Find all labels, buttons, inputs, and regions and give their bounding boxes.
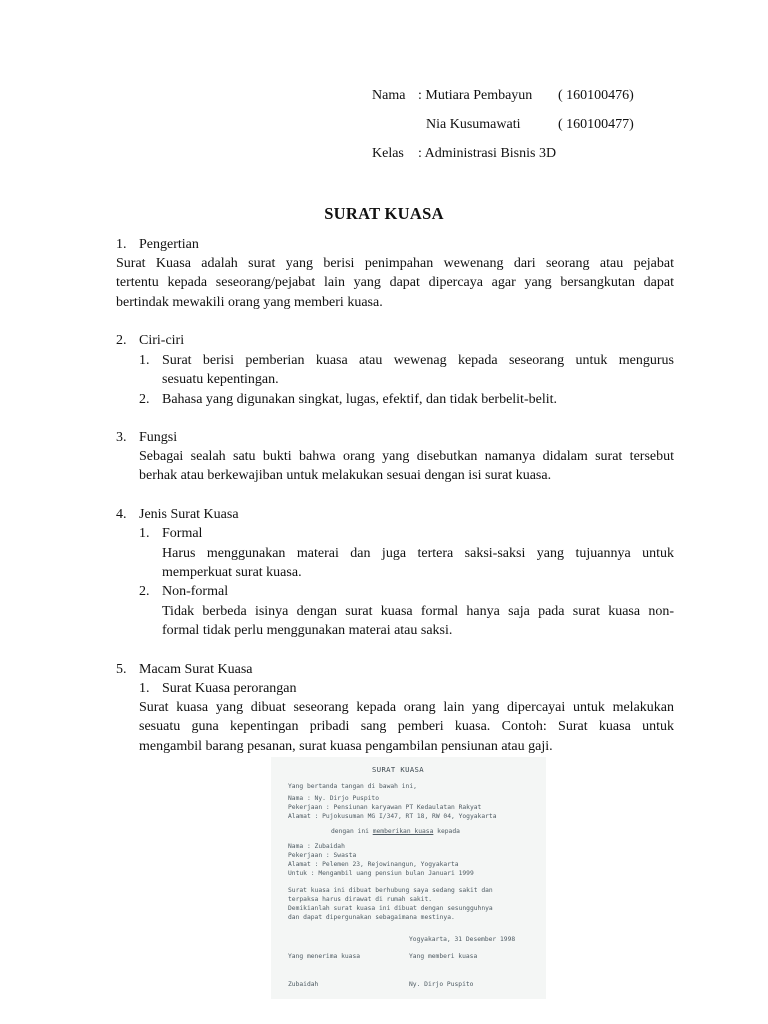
letter-receiver-nama: Nama : Zubaidah bbox=[288, 843, 345, 850]
letter-receiver-label: Yang menerima kuasa bbox=[288, 953, 361, 960]
section-3-body bbox=[139, 447, 674, 486]
letter-giver-alamat: Alamat : Pujokusuman MG I/347, RT 18, RW 04, Yogyakarta bbox=[288, 813, 497, 820]
author-nim-2: ( 160100477) bbox=[558, 117, 634, 132]
section-5-number: 5. bbox=[116, 662, 127, 677]
section-4-number: 4. bbox=[116, 507, 127, 522]
section-4-item-2-number: 2. bbox=[139, 584, 150, 599]
section-3-line: Sebagai sealah satu bukti bahwa orang yang disebutkan namanya didalam surat tersebut bbox=[139, 449, 674, 464]
section-2-item-2-number: 2. bbox=[139, 392, 150, 407]
letter-mid-line bbox=[331, 828, 460, 836]
section-5-item-1-number: 1. bbox=[139, 681, 150, 696]
section-2-number: 2. bbox=[116, 333, 127, 348]
section-4-item-2-body bbox=[162, 602, 674, 641]
author-name-1: : Mutiara Pembayun bbox=[418, 88, 533, 103]
section-1-line: Surat Kuasa adalah surat yang berisi penimpahan wewenang dari seorang atau pejabat bbox=[116, 256, 674, 271]
section-2-item-1-line: Surat berisi pemberian kuasa atau wewenag kepada seseorang untuk mengurus bbox=[162, 353, 674, 368]
letter-giver-name: Ny. Dirjo Puspito bbox=[409, 981, 474, 988]
section-4-item-2-line: formal tidak perlu menggunakan materai atau saksi. bbox=[162, 623, 453, 639]
section-2-item-1-line: sesuatu kepentingan. bbox=[162, 372, 279, 388]
letter-mid-prefix: dengan ini bbox=[331, 828, 373, 835]
section-1-line: bertindak mewakili orang yang memberi kuasa. bbox=[116, 294, 383, 310]
letter-title: SURAT KUASA bbox=[372, 765, 424, 774]
section-3-heading: Fungsi bbox=[139, 430, 178, 445]
section-4-item-2-heading: Non-formal bbox=[162, 584, 229, 599]
letter-mid-suffix: kepada bbox=[433, 828, 460, 835]
section-5-item-1-line: sesuatu guna kepentingan pribadi sang pemberi kuasa. Contoh: Surat kuasa untuk bbox=[139, 719, 674, 735]
letter-intro: Yang bertanda tangan di bawah ini, bbox=[288, 783, 417, 790]
letter-giver-label: Yang memberi kuasa bbox=[409, 953, 478, 960]
section-1-line: tertentu kepada seseorang/pejabat lain yang dapat dipercaya agar yang bersangkutan dapat bbox=[116, 275, 674, 291]
section-4-item-1-body bbox=[162, 544, 674, 583]
section-3-line: berhak atau berkewajiban untuk melakukan sesuai dengan isi surat kuasa. bbox=[139, 468, 552, 484]
section-2-heading: Ciri-ciri bbox=[139, 333, 185, 348]
nama-label: Nama bbox=[372, 88, 406, 103]
letter-receiver-alamat: Alamat : Pelemen 23, Rejowinangun, Yogyakarta bbox=[288, 861, 459, 868]
example-letter-image bbox=[271, 757, 546, 999]
section-1-number: 1. bbox=[116, 237, 127, 252]
section-2-item-2: Bahasa yang digunakan singkat, lugas, efektif, dan tidak berbelit-belit. bbox=[162, 392, 557, 407]
kelas-value: : Administrasi Bisnis 3D bbox=[418, 146, 557, 161]
section-5-item-1-heading: Surat Kuasa perorangan bbox=[162, 681, 297, 696]
letter-giver-pekerjaan: Pekerjaan : Pensiunan karyawan PT Kedaulatan Rakyat bbox=[288, 804, 482, 811]
letter-place-date: Yogyakarta, 31 Desember 1998 bbox=[409, 936, 516, 943]
section-5-item-1-body bbox=[139, 698, 674, 756]
author-name-2: Nia Kusumawati bbox=[426, 117, 521, 132]
section-4-item-1-line: Harus menggunakan materai dan juga tertera saksi-saksi yang tujuannya untuk bbox=[162, 546, 674, 561]
letter-receiver-pekerjaan: Pekerjaan : Swasta bbox=[288, 852, 357, 859]
letter-body-line: dan dapat dipergunakan sebagaimana mestinya. bbox=[288, 914, 455, 921]
section-1-heading: Pengertian bbox=[139, 237, 199, 252]
section-3-number: 3. bbox=[116, 430, 127, 445]
letter-receiver-untuk: Untuk : Mengambil uang pensiun bulan Januari 1999 bbox=[288, 870, 474, 877]
section-5-item-1-line: Surat kuasa yang dibuat seseorang kepada orang lain yang dipercayai untuk melakukan bbox=[139, 700, 674, 715]
section-5-item-1-line: mengambil barang pesanan, surat kuasa pengambilan pensiunan atau gaji. bbox=[139, 738, 553, 754]
section-2-item-1 bbox=[162, 351, 674, 390]
section-1-body bbox=[116, 254, 674, 312]
kelas-label: Kelas bbox=[372, 146, 404, 161]
section-4-item-2-line: Tidak berbeda isinya dengan surat kuasa formal hanya saja pada surat kuasa non- bbox=[162, 604, 674, 619]
section-5-heading: Macam Surat Kuasa bbox=[139, 662, 253, 677]
letter-body-line: Surat kuasa ini dibuat berhubung saya sedang sakit dan bbox=[288, 887, 493, 894]
section-2-item-1-number: 1. bbox=[139, 353, 150, 368]
section-4-item-1-number: 1. bbox=[139, 526, 150, 541]
letter-body-line: Demikianlah surat kuasa ini dibuat dengan sesungguhnya bbox=[288, 905, 493, 912]
document-title: SURAT KUASA bbox=[324, 204, 444, 223]
section-4-heading: Jenis Surat Kuasa bbox=[139, 507, 239, 522]
author-nim-1: ( 160100476) bbox=[558, 88, 634, 103]
letter-mid-underlined: memberikan kuasa bbox=[372, 828, 434, 835]
letter-receiver-name: Zubaidah bbox=[288, 981, 319, 988]
letter-giver-nama: Nama : Ny. Dirjo Puspito bbox=[288, 795, 379, 802]
section-4-item-1-line: memperkuat surat kuasa. bbox=[162, 565, 302, 581]
section-4-item-1-heading: Formal bbox=[162, 526, 203, 541]
letter-body-line: terpaksa harus dirawat di rumah sakit. bbox=[288, 896, 433, 903]
